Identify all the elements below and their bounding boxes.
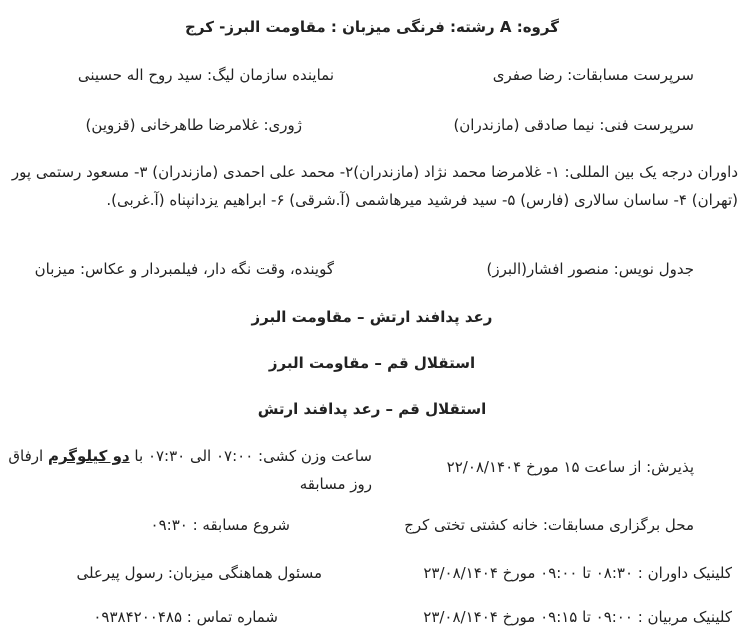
match-1: رعد پدافند ارتش – مقاومت البرز [251,308,493,326]
match-3: استقلال قم – رعد پدافند ارتش [257,400,487,418]
registration: پذیرش: از ساعت ۱۵ مورخ ۲۲/۰۸/۱۴۰۴ [446,458,694,476]
announcer-staff: گوینده، وقت نگه دار، فیلمبردار و عکاس: میزبان [34,260,334,278]
weigh-in [0,442,372,498]
technical-supervisor: سرپرست فنی: نیما صادقی (مازندران) [453,116,694,134]
contact-number: شماره تماس : ۰۹۳۸۴۲۰۰۴۸۵ [93,608,278,626]
referee-clinic: کلینیک داوران : ۰۸:۳۰ تا ۰۹:۰۰ مورخ ۲۳/۰۸/۱۴۰۴ [423,564,732,582]
weigh-in-allowance: دو کیلوگرم [47,447,130,465]
league-representative: نماینده سازمان لیگ: سید روح اله حسینی [77,66,334,84]
weigh-in-text: ساعت وزن کشی: ۰۷:۰۰ الی ۰۷:۳۰ با [129,447,372,465]
weigh-in-suffix: ارفاق روز مسابقه [8,447,372,493]
venue: محل برگزاری مسابقات: خانه کشتی تختی کرج [404,516,694,534]
match-start: شروع مسابقه : ۰۹:۳۰ [150,516,290,534]
coach-clinic: کلینیک مربیان : ۰۹:۰۰ تا ۰۹:۱۵ مورخ ۲۳/۰۸/۱۴۰۴ [423,608,732,626]
competition-supervisor: سرپرست مسابقات: رضا صفری [492,66,694,84]
page-title: گروه: A رشته: فرنگی میزبان : مقاومت البرز- کرج [185,18,559,36]
jury: ژوری: غلامرضا طاهرخانی (قزوین) [85,116,302,134]
referees-list: داوران درجه یک بین المللی: ۱- غلامرضا محمد نژاد (مازندران)۲- محمد علی احمدی (مازندران) ۳- مسعود رستمی پور (تهران) ۴- ساسان سالاری (فارس) ۵- سید فرشید میرهاشمی (آ.شرقی) ۶- ابراهیم یزدانپناه (آ.غربی). [11,163,738,209]
match-2: استقلال قم – مقاومت البرز [268,354,476,372]
table-writer: جدول نویس: منصور افشار(البرز) [486,260,694,278]
host-coordinator: مسئول هماهنگی میزبان: رسول پیرعلی [76,564,322,582]
